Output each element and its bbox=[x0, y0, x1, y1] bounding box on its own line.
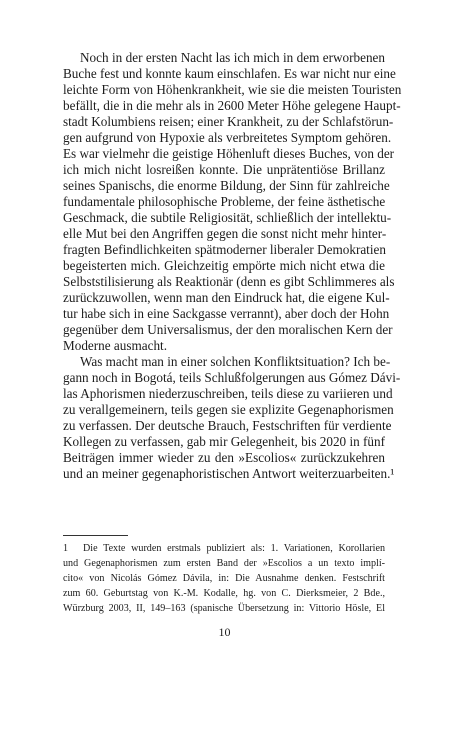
text-line: Kollegen zu verfassen, gab mir Gelegenheit, bis 2020 in fünf bbox=[63, 434, 385, 449]
text-line: gegenüber dem Universalismus, der den moralischen Kern der bbox=[63, 322, 393, 337]
footnote-number: 1 bbox=[63, 543, 69, 554]
text-line: stadt Kolumbiens reisen; einer Krankheit, zu der Schlafstörun- bbox=[63, 114, 394, 129]
footnote-line: Würzburg 2003, II, 149–163 (spanische Übersetzung in: Vittorio Hösle, El bbox=[63, 603, 385, 614]
footnote-text: Die Texte wurden erstmals publiziert als: 1. Variationen, Korollarien bbox=[83, 543, 385, 554]
footnote-separator bbox=[63, 535, 128, 536]
text-line: Moderne ausmacht. bbox=[63, 338, 167, 353]
page-number: 10 bbox=[218, 625, 231, 639]
text-line: Was macht man in einer solchen Konfliktsituation? Ich be- bbox=[80, 354, 391, 369]
text-line: fundamentale philosophische Probleme, der feine ästhetische bbox=[63, 194, 386, 209]
text-line: und an meiner gegenaphoristischen Antwort weiterzuarbeiten.¹ bbox=[63, 466, 395, 481]
text-line: fragten Befindlichkeiten spätmoderner liberaler Demokratien bbox=[63, 242, 386, 257]
text-line: gann noch in Bogotá, teils Schlußfolgerungen aus Gómez Dávi- bbox=[63, 370, 401, 385]
text-line: tur habe sich in eine Sackgasse verrannt), aber doch der Hohn bbox=[63, 306, 390, 321]
footnote-line bbox=[63, 541, 385, 556]
text-line: Buche fest und konnte kaum einschlafen. Es war nicht nur eine bbox=[63, 66, 396, 81]
text-line: Geschmack, die subtile Religiosität, schließlich der intellektu- bbox=[63, 210, 392, 225]
text-line: begeisterten mich. Gleichzeitig empörte mich nicht etwa die bbox=[63, 258, 385, 273]
text-line: befällt, die in die mehr als in 2600 Meter Höhe gelegene Haupt- bbox=[63, 98, 401, 113]
text-line: zurückzuwollen, wenn man den Eindruck hat, die eigene Kul- bbox=[63, 290, 390, 305]
text-line: Beiträgen immer wieder zu den »Escolios« zurückzukehren bbox=[63, 450, 385, 465]
footnote-line: zum 60. Geburtstag von K.-M. Kodalle, hg. von C. Dierksmeier, 2 Bde., bbox=[63, 588, 385, 599]
footnote-line: cito« von Nicolás Gómez Dávila, in: Die Ausnahme denken. Festschrift bbox=[63, 573, 385, 584]
text-line: ich mich nicht losreißen konnte. Die unprätentiöse Brillanz bbox=[63, 162, 385, 177]
text-line: las Aphorismen niederzuschreiben, teils diese zu variieren und bbox=[63, 386, 393, 401]
text-line: Noch in der ersten Nacht las ich mich in dem erworbenen bbox=[80, 50, 385, 65]
text-line: leichte Form von Höhenkrankheit, wie sie die meisten Touristen bbox=[63, 82, 402, 97]
text-line: elle Mut bei den Angriffen gegen die sonst nicht mehr hinter- bbox=[63, 226, 387, 241]
text-line: seines Spanischs, die enorme Bildung, der Sinn für zahlreiche bbox=[63, 178, 390, 193]
footnote-line: und Gegenaphorismen zum ersten Band der »Escolios a un texto implí- bbox=[63, 558, 385, 569]
text-line: Es war vielmehr die geistige Höhenluft dieses Buches, von der bbox=[63, 146, 395, 161]
text-line: gen aufgrund von Hypoxie als verbreitetes Symptom gehören. bbox=[63, 130, 392, 145]
text-line: zu verallgemeinern, teils gegen sie explizite Gegenaphorismen bbox=[63, 402, 394, 417]
text-line: Selbststilisierung als Reaktionär (denn es gibt Schlimmeres als bbox=[63, 274, 395, 289]
text-line: zu verfassen. Der deutsche Brauch, Festschriften für verdiente bbox=[63, 418, 392, 433]
